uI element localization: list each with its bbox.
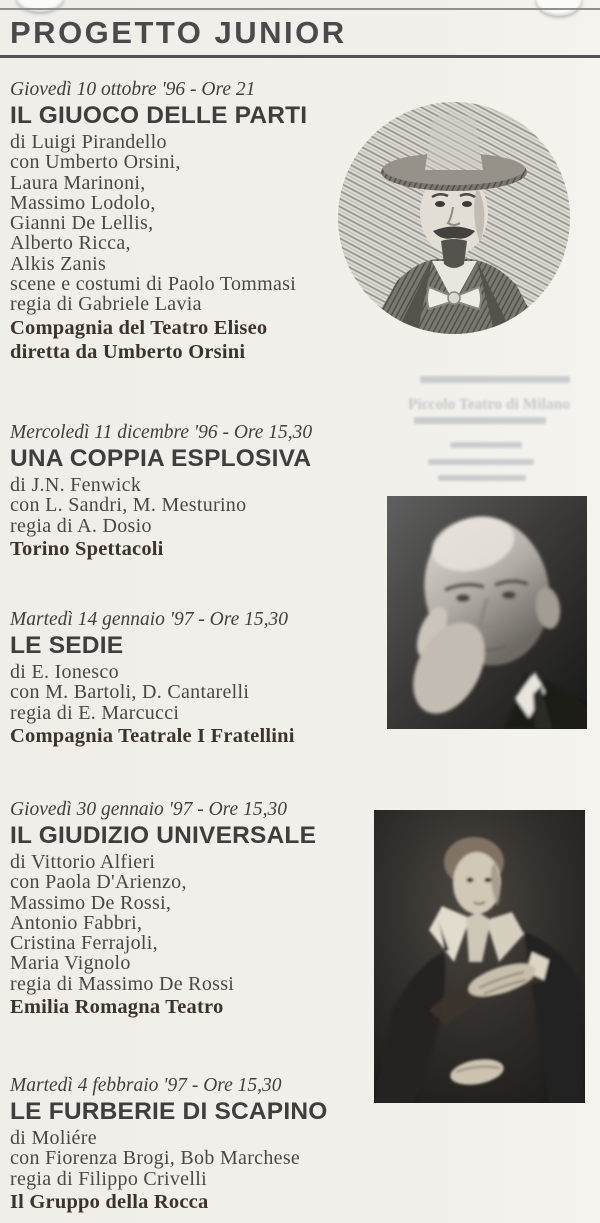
event-title: LE SEDIE bbox=[10, 632, 124, 659]
event-block bbox=[10, 1075, 382, 1213]
event-company: Il Gruppo della Rocca bbox=[10, 1190, 209, 1213]
painting-svg bbox=[374, 810, 585, 1103]
event-date: Martedì 14 gennaio '97 - Ore 15,30 bbox=[10, 609, 289, 630]
event-title: IL GIUDIZIO UNIVERSALE bbox=[10, 822, 317, 849]
event-credit-line: Gianni De Lellis, bbox=[10, 212, 154, 235]
print-bleed-bar bbox=[450, 442, 522, 448]
header-bottom-rule bbox=[0, 55, 600, 58]
painting-portrait-man-white-collar-image bbox=[374, 810, 585, 1103]
print-bleed-bar bbox=[428, 459, 534, 465]
event-date: Giovedì 30 gennaio '97 - Ore 15,30 bbox=[10, 799, 287, 820]
engraving-svg bbox=[337, 101, 571, 335]
event-title: IL GIUOCO DELLE PARTI bbox=[10, 102, 308, 129]
event-credit-line: Alberto Ricca, bbox=[10, 232, 131, 255]
event-credit-line: di Moliére bbox=[10, 1127, 97, 1149]
page-title: PROGETTO JUNIOR bbox=[10, 15, 347, 50]
event-credit-line: con Paola D'Arienzo, bbox=[10, 871, 187, 894]
event-credit-line: regia di Gabriele Lavia bbox=[10, 293, 202, 316]
print-bleed-text: Piccolo Teatro di Milano bbox=[408, 396, 571, 413]
event-credit-line: Laura Marinoni, bbox=[10, 171, 146, 194]
event-credit-line: Massimo Lodolo, bbox=[10, 191, 156, 214]
event-title: UNA COPPIA ESPLOSIVA bbox=[10, 445, 312, 472]
event-credit-line: di Vittorio Alfieri bbox=[10, 851, 156, 873]
event-block bbox=[10, 79, 382, 364]
photo-portrait-man-resting-head-on-hand-image bbox=[387, 496, 587, 729]
print-bleed-bar bbox=[420, 376, 570, 383]
event-credit-line: Massimo De Rossi, bbox=[10, 891, 172, 914]
event-credit-line: con L. Sandri, M. Mesturino bbox=[10, 494, 247, 517]
event-date: Mercoledì 11 dicembre '96 - Ore 15,30 bbox=[10, 422, 313, 443]
event-date: Martedì 4 febbraio '97 - Ore 15,30 bbox=[10, 1075, 282, 1096]
event-company: Compagnia del Teatro Eliseo bbox=[10, 316, 268, 339]
event-credit-line: Maria Vignolo bbox=[10, 952, 131, 975]
event-credit-line: di Luigi Pirandello bbox=[10, 131, 167, 153]
engraved-portrait-man-with-hat-image bbox=[337, 101, 571, 335]
event-company: Torino Spettacoli bbox=[10, 537, 164, 560]
event-credit-line: di E. Ionesco bbox=[10, 661, 119, 683]
event-credit-line: regia di A. Dosio bbox=[10, 514, 152, 537]
event-credit-line: regia di Filippo Crivelli bbox=[10, 1167, 207, 1190]
print-bleed-bar bbox=[438, 475, 526, 481]
event-credit-line: con Fiorenza Brogi, Bob Marchese bbox=[10, 1147, 301, 1170]
event-credit-line: regia di Massimo De Rossi bbox=[10, 972, 235, 995]
event-block bbox=[10, 799, 382, 1019]
event-block bbox=[10, 422, 382, 560]
event-block bbox=[10, 609, 382, 747]
event-company: Emilia Romagna Teatro bbox=[10, 996, 224, 1019]
event-credit-line: scene e costumi di Paolo Tommasi bbox=[10, 273, 297, 296]
event-date: Giovedì 10 ottobre '96 - Ore 21 bbox=[10, 79, 256, 100]
event-company: diretta da Umberto Orsini bbox=[10, 341, 246, 364]
event-credit-line: Antonio Fabbri, bbox=[10, 911, 143, 934]
event-credit-line: Cristina Ferrajoli, bbox=[10, 932, 158, 955]
print-bleed-bar bbox=[414, 417, 546, 424]
event-company: Compagnia Teatrale I Fratellini bbox=[10, 724, 295, 747]
header-top-rule bbox=[0, 8, 600, 10]
event-title: LE FURBERIE DI SCAPINO bbox=[10, 1098, 328, 1125]
event-credit-line: Alkis Zanis bbox=[10, 252, 107, 275]
print-bleed-through bbox=[408, 376, 593, 481]
photo-svg bbox=[387, 496, 587, 729]
event-credit-line: regia di E. Marcucci bbox=[10, 701, 180, 724]
event-credit-line: con Umberto Orsini, bbox=[10, 151, 181, 174]
event-credit-line: con M. Bartoli, D. Cantarelli bbox=[10, 681, 250, 704]
event-credit-line: di J.N. Fenwick bbox=[10, 474, 142, 496]
binder-ring-left-artifact bbox=[16, 0, 64, 12]
